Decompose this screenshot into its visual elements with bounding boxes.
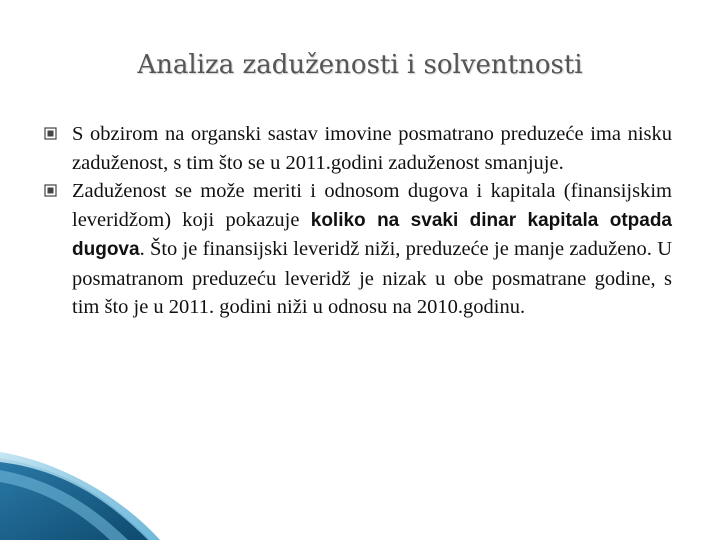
bullet-text-bold: koliko na svaki dinar kapitala otpada dugova [72, 209, 672, 260]
bullet-text: S obzirom na organski sastav imovine posmatrano preduzeće ima nisku zaduženost, s tim što se u 2011.godini zaduženost smanjuje. [72, 123, 672, 174]
bullet-text-start: Zaduženost se može meriti i odnosom dugova i kapitala (finansijskim leveridžom) koji pokazuje [72, 180, 672, 231]
bullet-text-end: . Što je finansijski leveridž niži, preduzeće je manje zaduženo. U posmatranom preduzeću leveridž je nizak u obe posmatrane godine, s tim što je u 2011. godini niži u odnosu na 2010.godinu. [72, 238, 672, 318]
slide-title: Analiza zaduženosti i solventnosti [137, 50, 583, 80]
